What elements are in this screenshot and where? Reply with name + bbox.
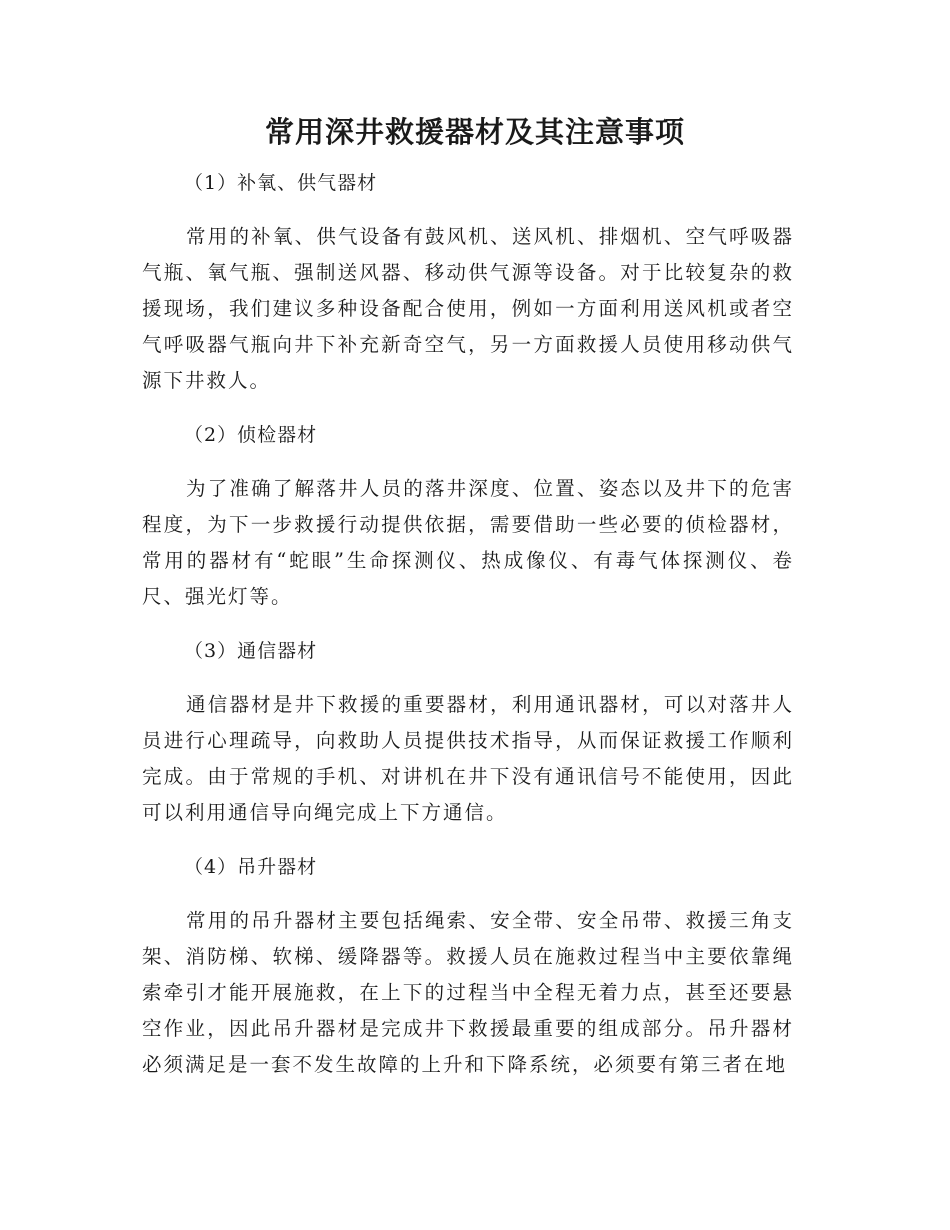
section-paragraph: 常用的吊升器材主要包括绳索、安全带、安全吊带、救援三角支架、消防梯、软梯、缓降器等。救援人员在施救过程当中主要依靠绳索牵引才能开展施救，在上下的过程当中全程无着力点，甚至还要悬空作业，因此吊升器材是完成井下救援最重要的组成部分。吊升器材必须满足是一套不发生故障的上升和下降系统，必须要有第三者在地: [142, 909, 794, 1076]
section-detection: [142, 416, 794, 632]
document-body: [142, 164, 794, 1083]
section-heading: （2）侦检器材: [184, 424, 318, 446]
section-heading: （3）通信器材: [184, 640, 318, 662]
document-title: 常用深井救援器材及其注意事项: [264, 115, 685, 149]
section-lifting: [142, 848, 794, 1083]
section-heading: （4）吊升器材: [184, 856, 318, 878]
section-paragraph: 通信器材是井下救援的重要器材，利用通讯器材，可以对落井人员进行心理疏导，向救助人员提供技术指导，从而保证救援工作顺利完成。由于常规的手机、对讲机在井下没有通讯信号不能使用，因此可以利用通信导向绳完成上下方通信。: [142, 693, 794, 824]
section-paragraph: 常用的补氧、供气设备有鼓风机、送风机、排烟机、空气呼吸器气瓶、氧气瓶、强制送风器、移动供气源等设备。对于比较复杂的救援现场，我们建议多种设备配合使用，例如一方面利用送风机或者空气呼吸器气瓶向井下补充新奇空气，另一方面救援人员使用移动供气源下井救人。: [142, 225, 794, 392]
section-paragraph: 为了准确了解落井人员的落井深度、位置、姿态以及井下的危害程度，为下一步救援行动提供依据，需要借助一些必要的侦检器材，常用的器材有“蛇眼”生命探测仪、热成像仪、有毒气体探测仪、卷尺、强光灯等。: [142, 477, 794, 608]
section-heading: （1）补氧、供气器材: [184, 172, 378, 194]
section-oxygen-supply: [142, 164, 794, 416]
section-communication: [142, 632, 794, 848]
